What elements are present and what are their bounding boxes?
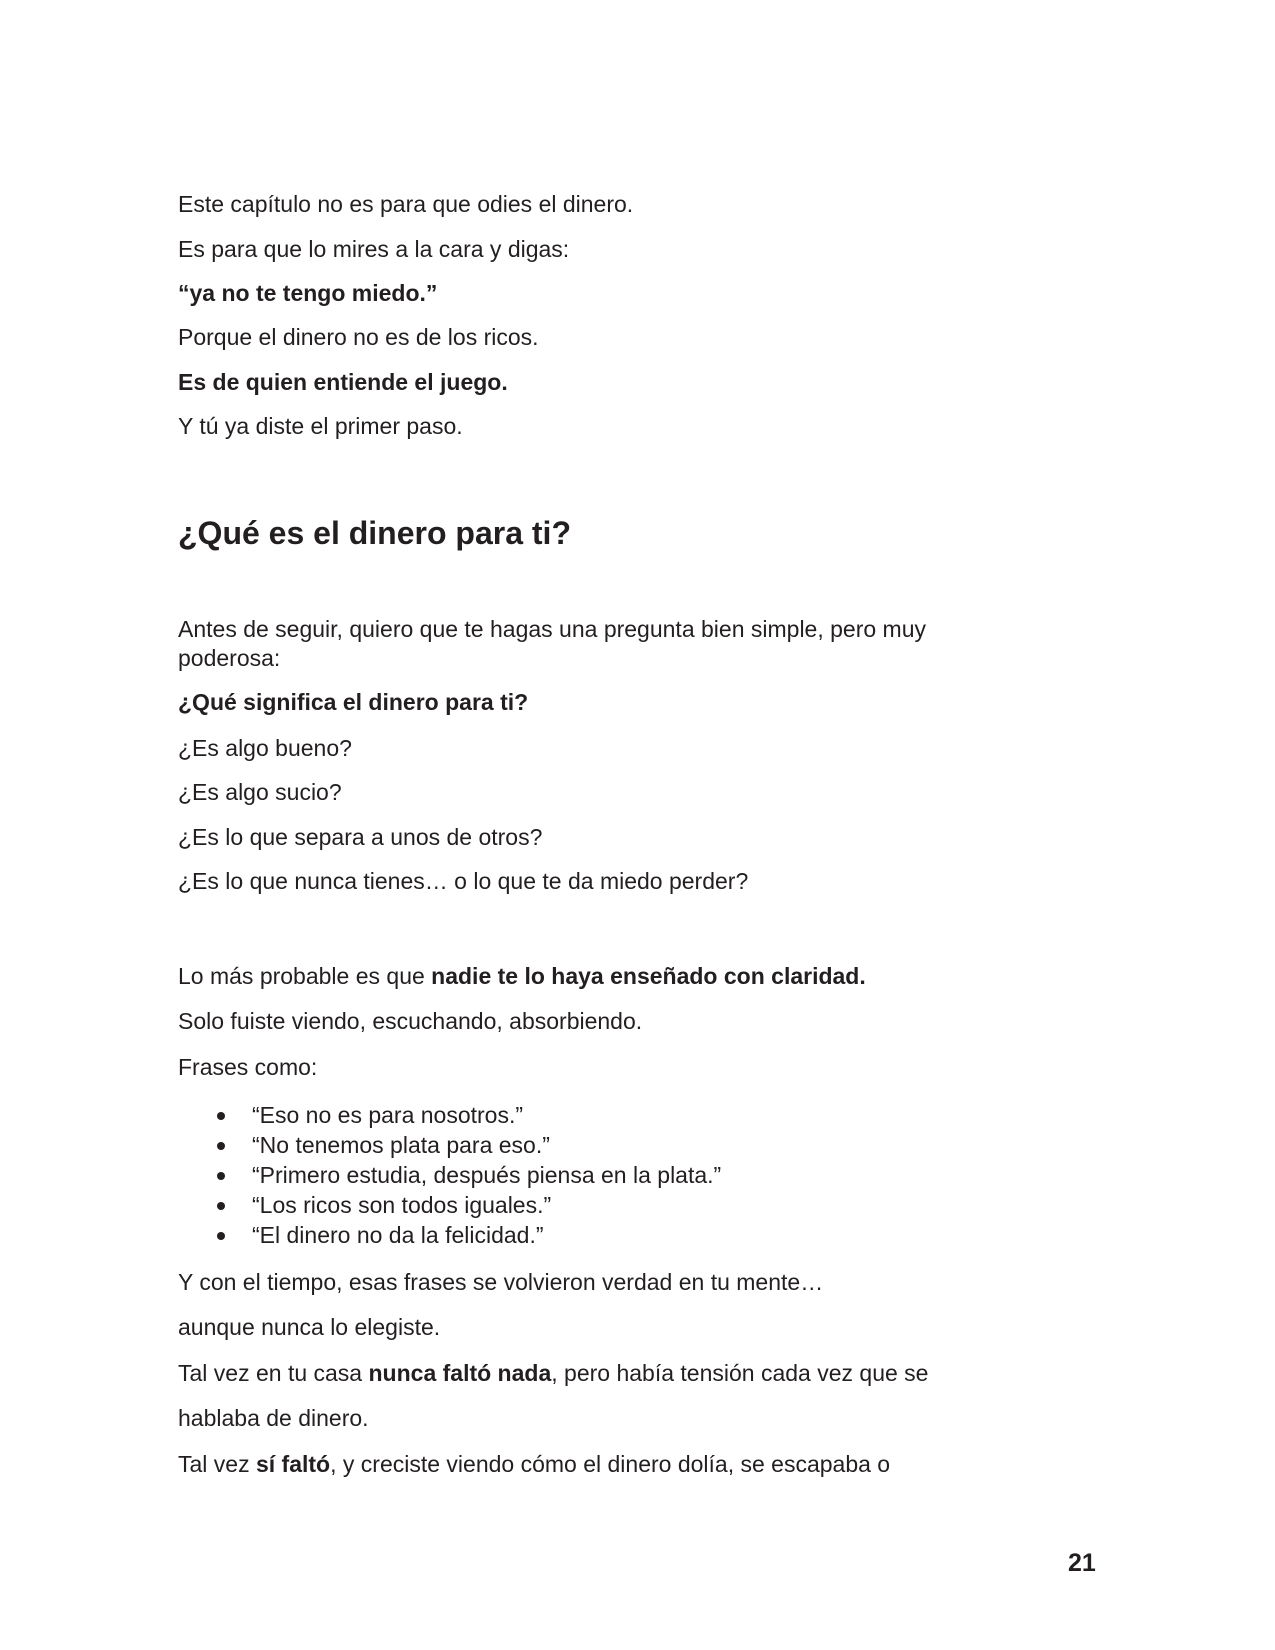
- phrases-list: [178, 1100, 721, 1250]
- paragraph-falto-plain-1: Tal vez: [178, 1451, 256, 1477]
- question-2: ¿Es algo sucio?: [178, 779, 342, 805]
- list-item: [178, 1220, 721, 1250]
- key-question: ¿Qué significa el dinero para ti?: [178, 689, 529, 715]
- question-1: ¿Es algo bueno?: [178, 735, 352, 761]
- paragraph-tiempo: Y con el tiempo, esas frases se volvieron verdad en tu mente…: [178, 1269, 824, 1295]
- question-3: ¿Es lo que separa a unos de otros?: [178, 824, 543, 850]
- paragraph-casa: [178, 1359, 928, 1388]
- bullet-icon: [217, 1112, 225, 1120]
- intro-quote: “ya no te tengo miedo.”: [178, 280, 438, 306]
- paragraph-claridad-bold: nadie te lo haya enseñado con claridad.: [431, 963, 866, 989]
- list-item-text: “Primero estudia, después piensa en la plata.”: [252, 1162, 722, 1188]
- page-number: 21: [1068, 1549, 1096, 1577]
- paragraph-falto-plain-2: , y creciste viendo cómo el dinero dolía, se escapaba o: [330, 1451, 891, 1477]
- bullet-icon: [217, 1142, 225, 1150]
- intro-line-1: Este capítulo no es para que odies el dinero.: [178, 191, 634, 217]
- intro-line-2: Es para que lo mires a la cara y digas:: [178, 236, 570, 262]
- paragraph-casa-plain-2: , pero había tensión cada vez que se: [551, 1360, 929, 1386]
- list-item-text: “Los ricos son todos iguales.”: [252, 1192, 552, 1218]
- intro-emphasis: Es de quien entiende el juego.: [178, 369, 508, 395]
- paragraph-claridad: [178, 962, 866, 991]
- bullet-icon: [217, 1172, 225, 1180]
- paragraph-falto: [178, 1450, 890, 1479]
- paragraph-falto-bold: sí faltó: [255, 1451, 331, 1477]
- question-4: ¿Es lo que nunca tienes… o lo que te da miedo perder?: [178, 868, 749, 894]
- intro-line-4: Porque el dinero no es de los ricos.: [178, 324, 539, 350]
- list-item: [178, 1190, 721, 1220]
- paragraph-absorbiendo: Solo fuiste viendo, escuchando, absorbiendo.: [178, 1008, 643, 1034]
- list-item-text: “El dinero no da la felicidad.”: [252, 1222, 544, 1248]
- section-heading: ¿Qué es el dinero para ti?: [178, 515, 571, 551]
- bullet-icon: [217, 1232, 225, 1240]
- paragraph-hablaba: hablaba de dinero.: [178, 1405, 369, 1431]
- paragraph-claridad-plain: Lo más probable es que: [178, 963, 432, 989]
- paragraph-intro-line-a: Antes de seguir, quiero que te hagas una pregunta bien simple, pero muy: [178, 616, 926, 642]
- intro-line-6: Y tú ya diste el primer paso.: [178, 413, 463, 439]
- paragraph-casa-plain-1: Tal vez en tu casa: [178, 1360, 369, 1386]
- paragraph-frases: Frases como:: [178, 1054, 318, 1080]
- list-item: [178, 1130, 721, 1160]
- list-item: [178, 1160, 721, 1190]
- list-item-text: “No tenemos plata para eso.”: [252, 1132, 550, 1158]
- list-item: [178, 1100, 721, 1130]
- paragraph-elegiste: aunque nunca lo elegiste.: [178, 1314, 441, 1340]
- list-item-text: “Eso no es para nosotros.”: [252, 1102, 524, 1128]
- paragraph-casa-bold: nunca faltó nada: [368, 1360, 552, 1386]
- paragraph-intro-line-b: poderosa:: [178, 645, 281, 671]
- bullet-icon: [217, 1202, 225, 1210]
